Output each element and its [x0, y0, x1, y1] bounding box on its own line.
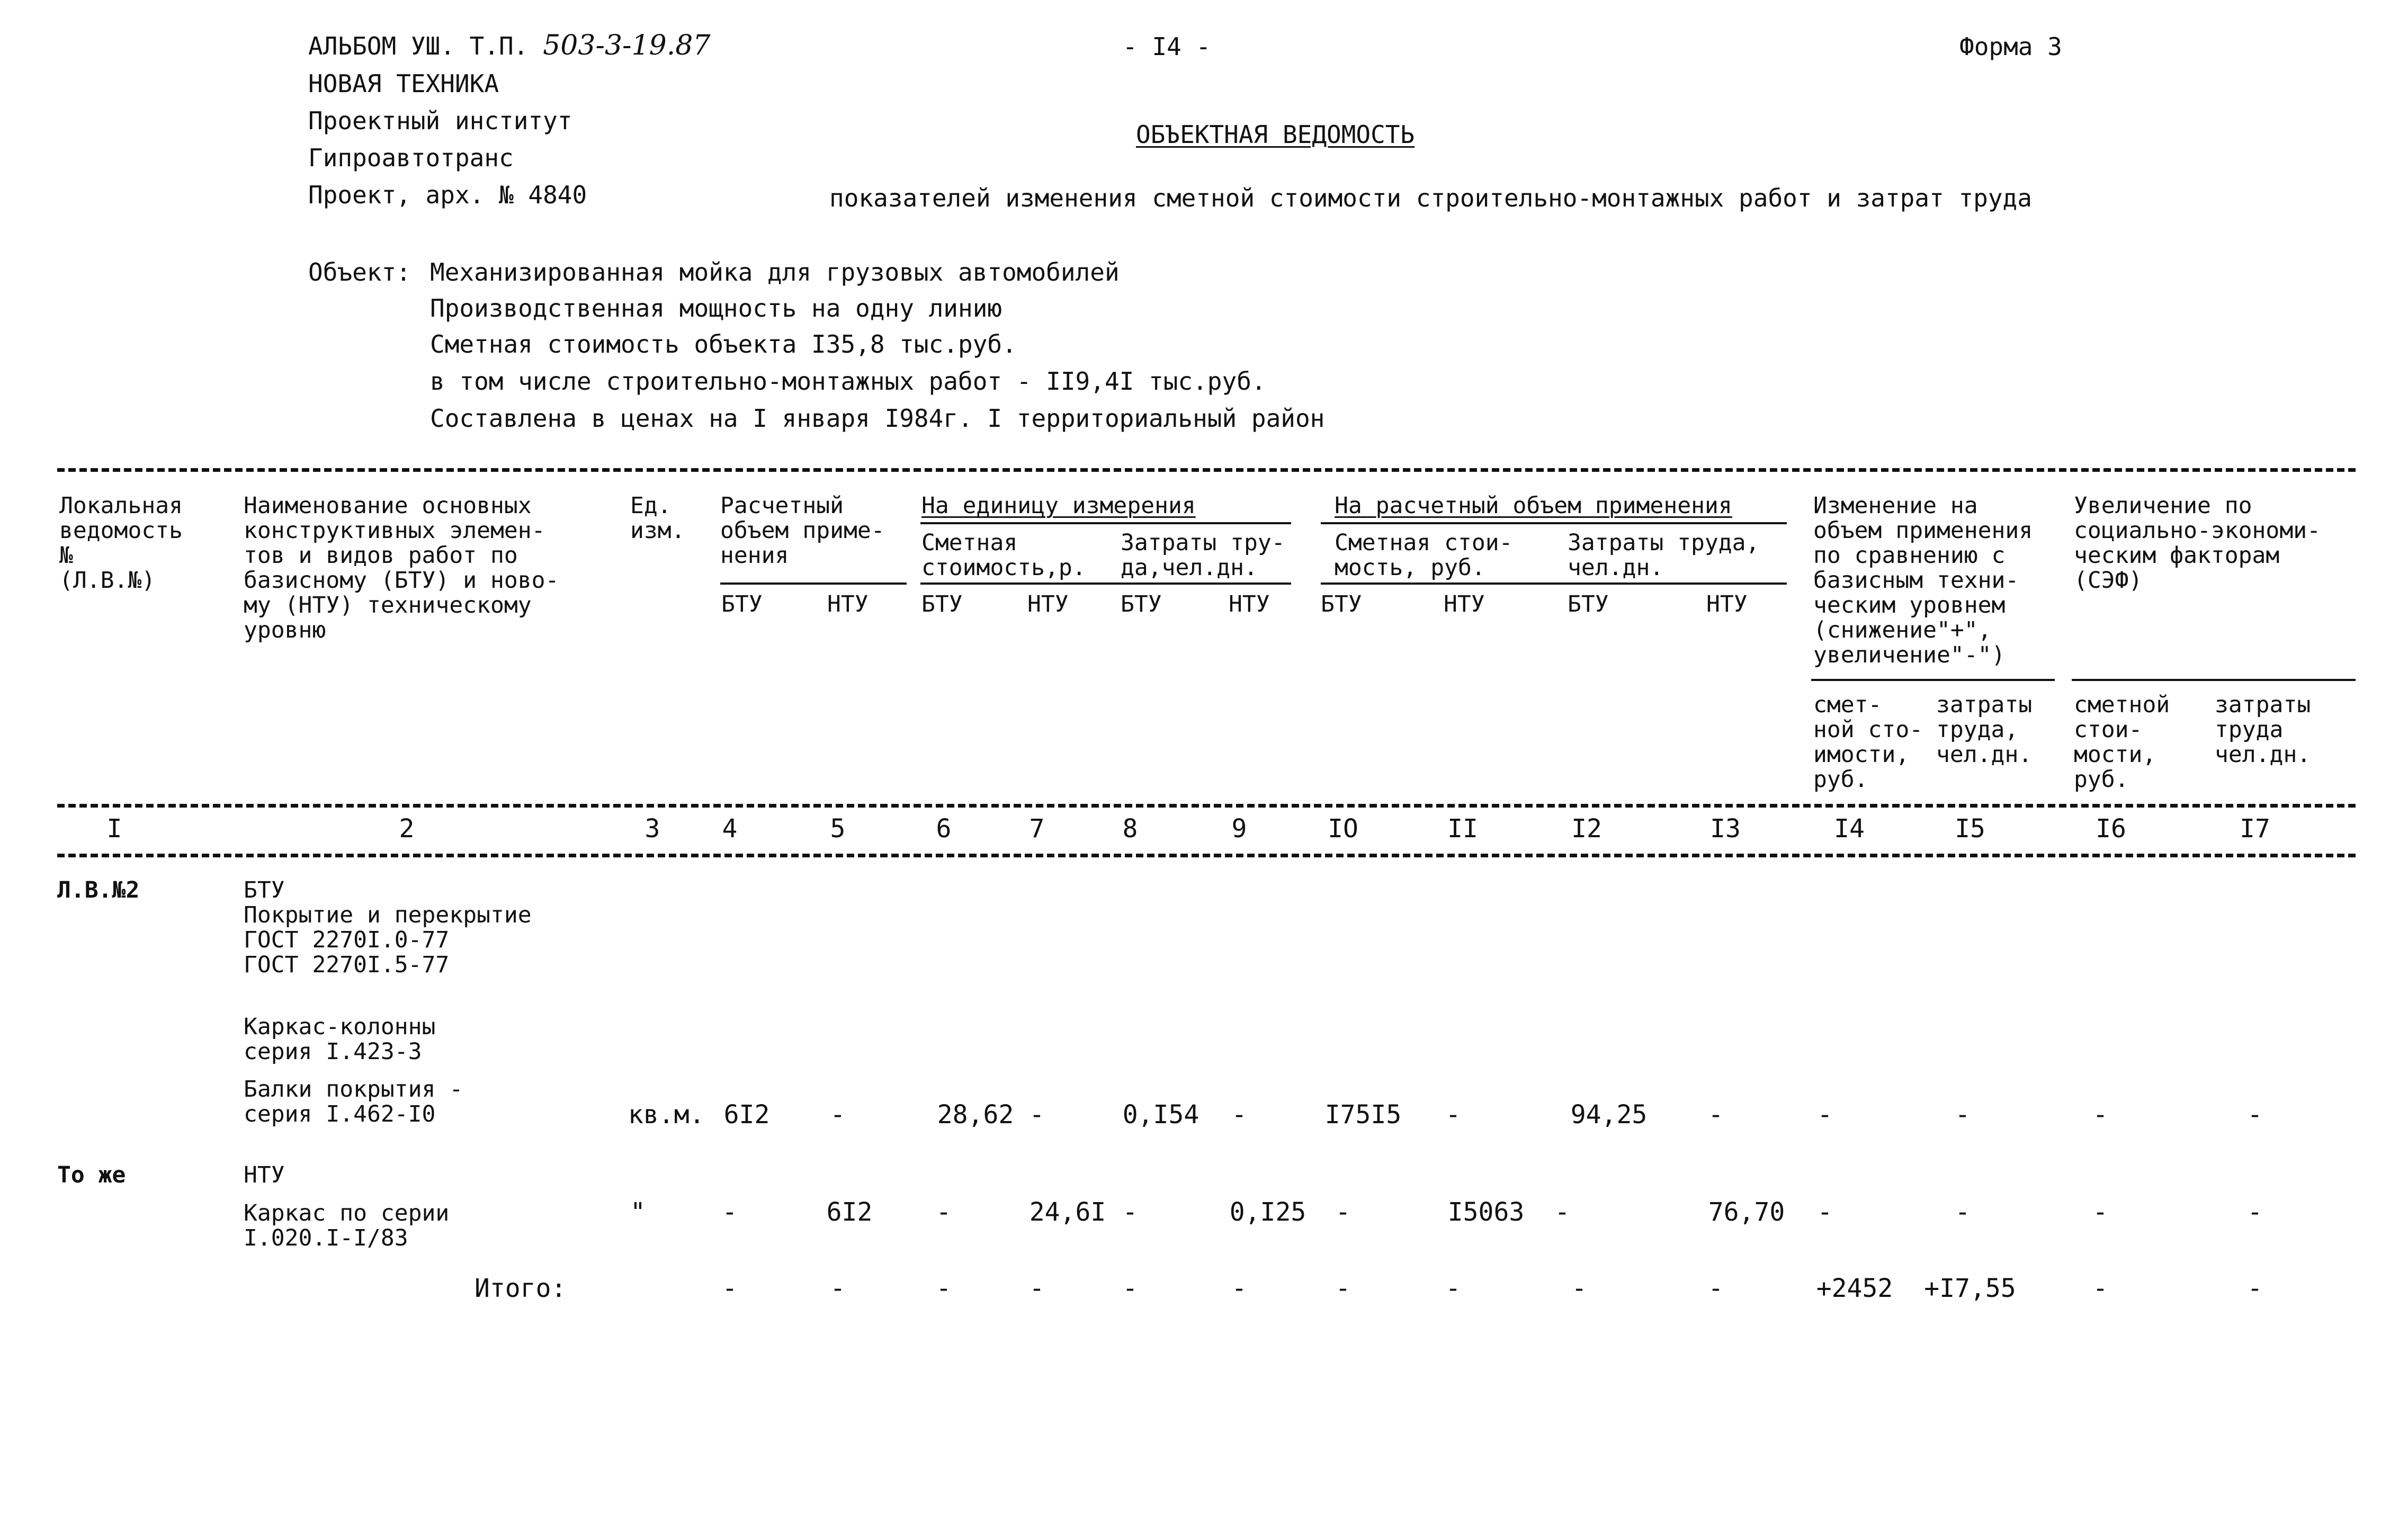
document-subtitle: показателей изменения сметной стоимости строительно-монтажных работ и затрат труда	[829, 184, 2032, 212]
rule-sef	[2072, 679, 2356, 681]
total-c5: -	[830, 1274, 846, 1303]
object-line-2: Производственная мощность на одну линию	[430, 294, 1002, 322]
row1-c7: -	[1029, 1100, 1045, 1130]
row2-c14: -	[1817, 1197, 1833, 1227]
col-header-ref: Локальная ведомость № (Л.В.№)	[59, 492, 183, 594]
col-header-volume: Расчетный объем приме- нения	[720, 492, 885, 569]
row2-unit: "	[630, 1197, 646, 1227]
col-header-sef-cost: сметной стои- мости, руб.	[2074, 692, 2170, 793]
row2-c11: I5063	[1447, 1197, 1525, 1227]
col-header-per-volume: На расчетный объем применения	[1335, 492, 1732, 519]
col-header-change: Изменение на объем применения по сравнению с базисным техни- ческим уровнем (снижение"+", увеличение"-")	[1813, 492, 2033, 668]
total-c10: -	[1335, 1274, 1351, 1303]
column-number: II	[1447, 814, 1478, 844]
row2-c8: -	[1122, 1197, 1138, 1227]
subheader-ntu: НТУ	[827, 591, 869, 617]
column-number: I6	[2096, 814, 2126, 844]
org-line-1: НОВАЯ ТЕХНИКА	[308, 69, 499, 98]
col-header-name: Наименование основных конструктивных элемен- тов и видов работ по базисному (БТУ) и ново- му (НТУ) техническому уровню	[244, 492, 559, 643]
numbers-bottom-rule	[57, 854, 2356, 857]
rule-per-volume	[1321, 522, 1787, 524]
col-header-per-volume-labor: Затраты труда, чел.дн.	[1568, 530, 1760, 581]
row1-c14: -	[1817, 1100, 1833, 1130]
col-header-per-unit-labor: Затраты тру- да,чел.дн.	[1121, 530, 1285, 581]
row2-c15: -	[1955, 1197, 1971, 1227]
row2-ref: То же	[57, 1162, 126, 1188]
subheader-ntu: НТУ	[1229, 591, 1270, 617]
row2-desc: НТУ	[244, 1162, 285, 1188]
object-line-5: Составлена в ценах на I января I984г. I территориальный район	[430, 404, 1325, 433]
total-c15: +I7,55	[1924, 1274, 2016, 1303]
total-c8: -	[1122, 1274, 1138, 1303]
subheader-btu: БТУ	[1321, 591, 1362, 617]
column-number: 5	[830, 814, 846, 844]
row1-c13: -	[1708, 1100, 1724, 1130]
column-number: I2	[1571, 814, 1602, 844]
column-number: 3	[644, 814, 660, 844]
col-header-change-labor: затраты труда, чел.дн.	[1936, 692, 2033, 768]
column-number: I3	[1710, 814, 1741, 844]
subheader-btu: БТУ	[921, 591, 963, 617]
total-c12: -	[1571, 1274, 1587, 1303]
row2-desc-2: Каркас по серии I.020.I-I/83	[244, 1200, 450, 1251]
col-header-per-unit-cost: Сметная стоимость,р.	[921, 530, 1086, 581]
row1-c17: -	[2247, 1100, 2263, 1130]
document-title: ОБЪЕКТНАЯ ВЕДОМОСТЬ	[1136, 120, 1415, 149]
row1-c5: -	[830, 1100, 846, 1130]
row2-c17: -	[2247, 1197, 2263, 1227]
rule-per-unit-sub	[920, 583, 1291, 585]
col-header-unit: Ед. изм.	[630, 492, 685, 544]
total-c14: +2452	[1816, 1274, 1893, 1303]
total-c7: -	[1029, 1274, 1045, 1303]
total-c11: -	[1445, 1274, 1461, 1303]
row1-c10: I75I5	[1324, 1100, 1402, 1130]
row1-c6: 28,62	[937, 1100, 1014, 1130]
col-header-sef: Увеличение по социально-экономи- ческим факторам (СЭФ)	[2074, 492, 2321, 594]
column-number: 6	[936, 814, 952, 844]
org-line-2: Проектный институт	[308, 106, 572, 135]
form-label: Форма 3	[1959, 32, 2062, 61]
object-line-3: Сметная стоимость объекта I35,8 тыс.руб.	[430, 330, 1017, 359]
col-header-per-volume-cost: Сметная стои- мость, руб.	[1335, 530, 1513, 581]
subheader-btu: БТУ	[721, 591, 763, 617]
rule-volume	[720, 583, 907, 585]
row2-c7: 24,6I	[1029, 1197, 1106, 1227]
col-header-per-unit: На единицу измерения	[921, 492, 1196, 519]
total-c4: -	[722, 1274, 738, 1303]
column-number: I	[106, 814, 122, 844]
row1-c12: 94,25	[1570, 1100, 1648, 1130]
subheader-btu: БТУ	[1568, 591, 1609, 617]
column-number: I5	[1955, 814, 1985, 844]
org-line-4: Проект, арх. № 4840	[308, 181, 587, 209]
header-bottom-rule	[57, 804, 2356, 808]
row2-c6: -	[936, 1197, 952, 1227]
total-label: Итого:	[475, 1274, 567, 1303]
album-code: 503-3-19.87	[543, 30, 711, 61]
row2-c12: -	[1554, 1197, 1570, 1227]
column-number: 2	[399, 814, 415, 844]
object-label: Объект:	[308, 258, 411, 286]
total-c16: -	[2092, 1274, 2108, 1303]
column-number: 7	[1029, 814, 1045, 844]
row2-c4: -	[722, 1197, 738, 1227]
album-line	[308, 30, 711, 61]
table-top-rule	[57, 468, 2356, 472]
total-c13: -	[1708, 1274, 1724, 1303]
subheader-ntu: НТУ	[1027, 591, 1069, 617]
page-number: - I4 -	[1123, 32, 1211, 61]
row1-desc: БТУ Покрытие и перекрытие ГОСТ 2270I.0-77 ГОСТ 2270I.5-77	[244, 877, 532, 978]
rule-per-volume-sub	[1321, 583, 1787, 585]
row1-unit: кв.м.	[628, 1100, 705, 1130]
column-number: 4	[722, 814, 738, 844]
album-prefix: АЛЬБОМ УШ. Т.П.	[308, 32, 529, 60]
row1-c11: -	[1445, 1100, 1461, 1130]
total-c6: -	[936, 1274, 952, 1303]
row1-c16: -	[2092, 1100, 2108, 1130]
row2-c10: -	[1335, 1197, 1351, 1227]
row1-c15: -	[1955, 1100, 1971, 1130]
row2-c13: 76,70	[1708, 1197, 1785, 1227]
row1-c4: 6I2	[723, 1100, 770, 1130]
row2-c9: 0,I25	[1229, 1197, 1306, 1227]
row1-c8: 0,I54	[1122, 1100, 1199, 1130]
total-c17: -	[2247, 1274, 2263, 1303]
subheader-btu: БТУ	[1121, 591, 1162, 617]
col-header-sef-labor: затраты труда чел.дн.	[2215, 692, 2311, 768]
column-number: I4	[1834, 814, 1865, 844]
object-line-4: в том числе строительно-монтажных работ - II9,4I тыс.руб.	[430, 367, 1266, 396]
row2-c5: 6I2	[826, 1197, 873, 1227]
col-header-change-cost: смет- ной сто- имости, руб.	[1813, 692, 1923, 793]
rule-per-unit	[920, 522, 1291, 524]
org-line-3: Гипроавтотранс	[308, 144, 514, 172]
row1-desc-2: Каркас-колонны серия I.423-3	[244, 1014, 436, 1065]
column-number: 9	[1231, 814, 1247, 844]
rule-change	[1811, 679, 2055, 681]
row1-ref: Л.В.№2	[57, 877, 140, 903]
subheader-ntu: НТУ	[1706, 591, 1748, 617]
row1-desc-3: Балки покрытия - серия I.462-I0	[244, 1076, 463, 1127]
column-number: IO	[1328, 814, 1358, 844]
column-number: 8	[1122, 814, 1138, 844]
row1-c9: -	[1231, 1100, 1247, 1130]
total-c9: -	[1231, 1274, 1247, 1303]
column-number: I7	[2240, 814, 2270, 844]
object-line-1: Механизированная мойка для грузовых автомобилей	[430, 258, 1120, 286]
row2-c16: -	[2092, 1197, 2108, 1227]
subheader-ntu: НТУ	[1444, 591, 1485, 617]
